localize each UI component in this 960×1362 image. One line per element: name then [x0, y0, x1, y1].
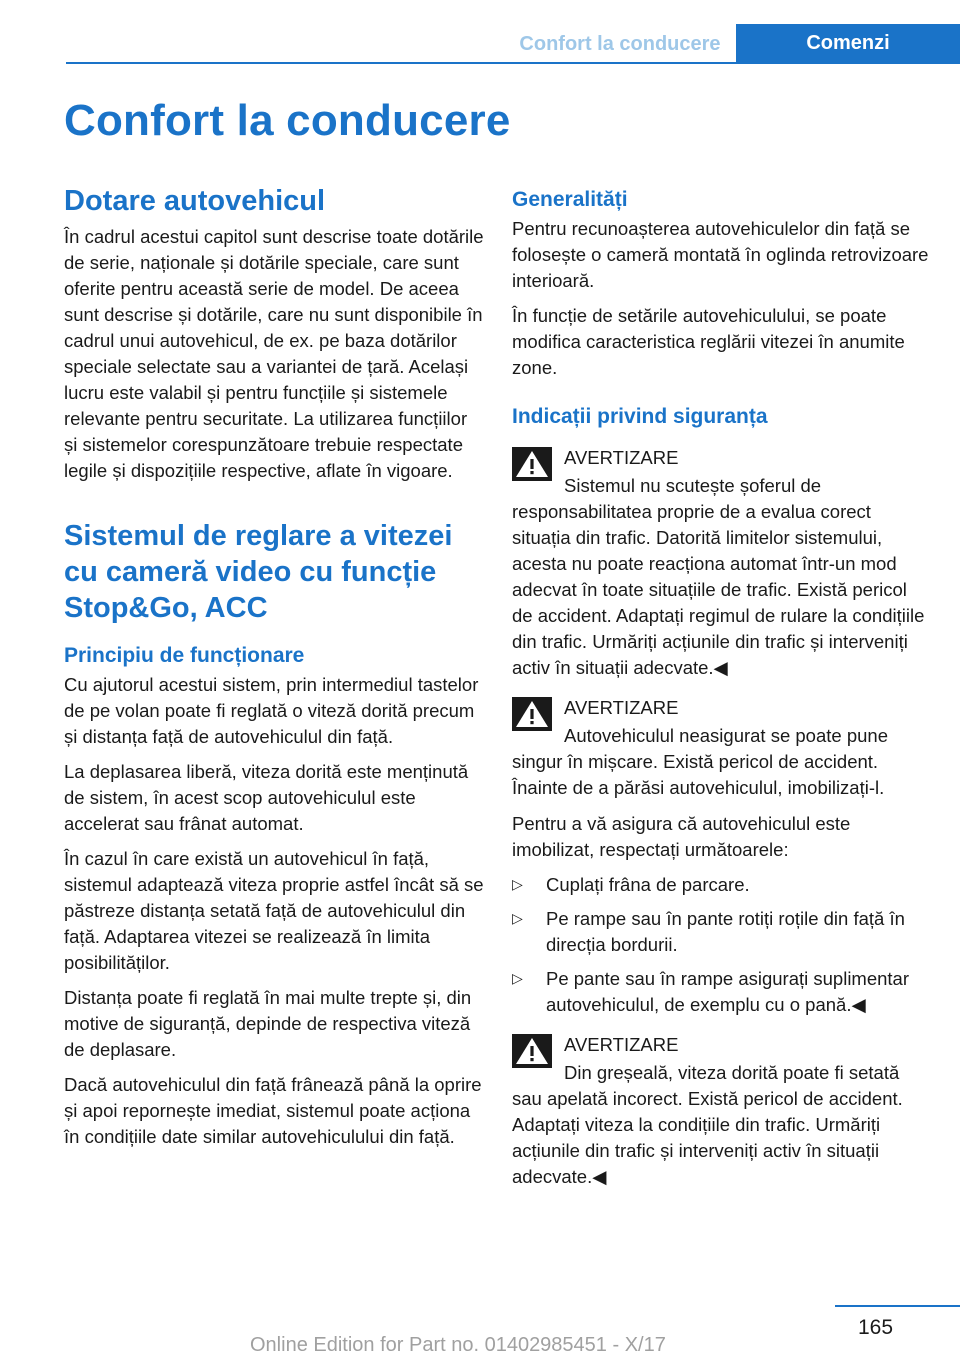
paragraph-principle-4: Distanța poate fi reglată în mai multe trepte și, din motive de siguranță, depinde de respectiva viteză de deplasare. — [64, 987, 472, 1060]
warning-triangle-icon — [512, 447, 552, 481]
section-tab[interactable]: Confort la conducere — [519, 33, 721, 55]
heading-principle: Principiu de funcționare — [64, 644, 305, 667]
securing-steps-list — [512, 872, 930, 1018]
list-item — [512, 906, 930, 958]
page-title: Confort la conducere — [64, 96, 511, 145]
left-column — [64, 184, 484, 1159]
bullet-triangle-icon: ▷ — [512, 970, 523, 986]
paragraph-equipment: În cadrul acestui capitol sunt descrise toate dotările de serie, naționale și dotările speciale, care sunt oferite pentru această serie de model. De aceea sunt descrise și dotările, care nu sunt disponibile în cadrul unui autovehicul, de ex. pe baza dotărilor speciale selectate sau a variantei de țară. Același lucru este valabil și pentru funcțiile și sistemele relevante pentru securitate. La utilizarea funcțiilor și sistemelor corespunzătoare trebuie respectate legile și dispozițiile respective, aflate în vigoare. — [64, 226, 484, 481]
warning-triangle-icon — [512, 697, 552, 731]
footer-rule — [835, 1305, 960, 1307]
heading-equipment: Dotare autovehicul — [64, 185, 326, 217]
header-rule — [66, 62, 960, 64]
heading-general: Generalități — [512, 188, 628, 211]
paragraph-general-2: În funcție de setările autovehiculului, se poate modifica caracteristica reglării vitezei în anumite zone. — [512, 305, 905, 378]
header-bar — [0, 24, 960, 64]
edition-footer: Online Edition for Part no. 01402985451 - X/17 — [250, 1334, 666, 1356]
warning-label: AVERTIZARE — [564, 447, 679, 468]
paragraph-principle-5: Dacă autovehiculul din față frânează până la oprire și apoi repornește imediat, sistemul poate acționa în condițiile date similar autovehiculului din față. — [64, 1074, 482, 1147]
warning-block-1 — [512, 445, 930, 681]
bullet-triangle-icon: ▷ — [512, 910, 523, 926]
bullet-triangle-icon: ▷ — [512, 876, 523, 892]
list-item-text: Cuplați frâna de parcare. — [546, 874, 750, 895]
paragraph-principle-3: În cazul în care există un autovehicul în față, sistemul adaptează viteza proprie astfel încât să se păstreze distanța setată față de autovehiculul din față. Adaptarea vitezei se realizează în limita posibilităților. — [64, 848, 484, 973]
right-column — [512, 186, 930, 1200]
chapter-tab[interactable]: Comenzi — [736, 24, 960, 62]
list-item-text: Pe pante sau în rampe asigurați suplimentar autovehiculul, de exemplu cu o pană.◀ — [546, 968, 910, 1015]
paragraph-principle-1: Cu ajutorul acestui sistem, prin intermediul tastelor de pe volan poate fi reglată o viteză dorită precum și distanța față de autovehiculul din față. — [64, 674, 479, 747]
heading-safety: Indicații privind siguranța — [512, 405, 768, 428]
list-item — [512, 872, 930, 898]
heading-acc-system: Sistemul de reglare a vitezei cu cameră video cu funcție Stop&Go, ACC — [64, 520, 453, 624]
warning-block-3 — [512, 1032, 930, 1190]
warning-text-2: Autovehiculul neasigurat se poate pune singur în mișcare. Există pericol de accident. Înainte de a părăsi autovehiculul, imobilizați-l. — [512, 725, 888, 798]
paragraph-principle-2: La deplasarea liberă, viteza dorită este menținută de sistem, în acest scop autovehiculul este accelerat sau frânat automat. — [64, 761, 469, 834]
list-item-text: Pe rampe sau în pante rotiți roțile din față în direcția bordurii. — [546, 908, 905, 955]
warning-block-2 — [512, 695, 930, 801]
paragraph-general-1: Pentru recunoașterea autovehiculelor din față se folosește o cameră montată în oglinda retrovizoare interioară. — [512, 218, 929, 291]
list-item — [512, 966, 930, 1018]
page-number: 165 — [858, 1316, 894, 1339]
paragraph-secure: Pentru a vă asigura că autovehiculul este imobilizat, respectați următoarele: — [512, 813, 851, 860]
warning-label: AVERTIZARE — [564, 697, 679, 718]
warning-triangle-icon — [512, 1034, 552, 1068]
warning-label: AVERTIZARE — [564, 1034, 679, 1055]
warning-text-3: Din greșeală, viteza dorită poate fi setată sau apelată incorect. Există pericol de accident. Adaptați viteza la condițiile din trafic. Urmăriți acțiunile din trafic și interveniți activ în situații adecvate.◀ — [512, 1062, 903, 1187]
warning-text-1: Sistemul nu scutește șoferul de responsabilitatea proprie de a evalua corect situația din trafic. Datorită limitelor sistemului, acesta nu poate reacționa automat într-un mod adecvat în toate situațiile de trafic. Există pericol de accident. Adaptați regimul de rulare la condițiile din trafic. Urmăriți acțiunile din trafic și interveniți activ în situații adecvate.◀ — [512, 475, 925, 678]
